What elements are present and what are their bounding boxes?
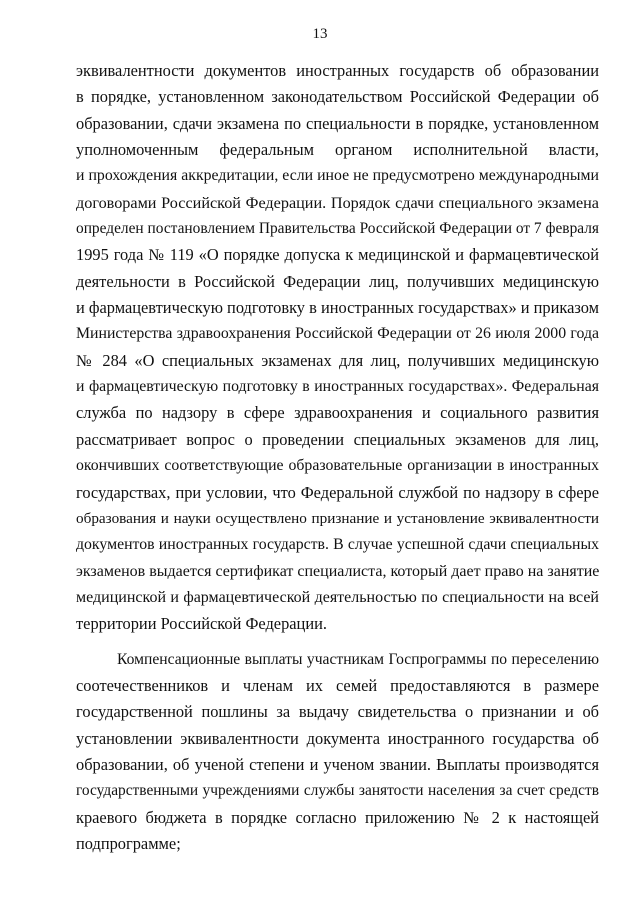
text-line: 1995 года № 119 «О порядке допуска к медицинской и фармацевтической bbox=[76, 245, 599, 265]
text-line: документов иностранных государств. В случае успешной сдачи специальных bbox=[76, 536, 599, 554]
text-line: территории Российской Федерации. bbox=[76, 614, 327, 634]
text-line: Компенсационные выплаты участникам Госпрограммы по переселению bbox=[117, 650, 599, 668]
text-line: определен постановлением Правительства Российской Федерации от 7 февраля bbox=[76, 220, 599, 238]
text-line: образования и науки осуществлено признание и установление эквивалентности bbox=[76, 509, 599, 527]
text-line: и прохождения аккредитации, если иное не предусмотрено международными bbox=[76, 167, 599, 185]
text-line: окончивших соответствующие образовательные организации в иностранных bbox=[76, 457, 599, 475]
text-line: образовании, сдачи экзамена по специальности в порядке, установленном bbox=[76, 113, 599, 133]
text-line: деятельности в Российской Федерации лиц, получивших медицинскую bbox=[76, 271, 599, 291]
paragraph-1 bbox=[76, 58, 599, 638]
text-line: Министерства здравоохранения Российской Федерации от 26 июля 2000 года bbox=[76, 325, 599, 343]
body-text bbox=[76, 58, 599, 857]
text-line: образовании, об ученой степени и ученом звании. Выплаты производятся bbox=[76, 754, 599, 774]
text-line: государственной пошлины за выдачу свидетельства о признании и об bbox=[76, 702, 599, 722]
text-line: подпрограмме; bbox=[76, 833, 181, 853]
page-number: 13 bbox=[312, 26, 328, 42]
text-line: государствах, при условии, что Федеральной службой по надзору в сфере bbox=[76, 482, 599, 502]
text-line: и фармацевтическую подготовку в иностранных государствах» и приказом bbox=[76, 298, 599, 318]
text-line: краевого бюджета в порядке согласно приложению № 2 к настоящей bbox=[76, 807, 599, 827]
text-line: установлении эквивалентности документа иностранного государства об bbox=[76, 728, 599, 748]
text-line: соотечественников и членам их семей предоставляются в размере bbox=[76, 675, 599, 695]
text-line: служба по надзору в сфере здравоохранения и социального развития bbox=[76, 403, 599, 423]
text-line: № 284 «О специальных экзаменах для лиц, получивших медицинскую bbox=[76, 350, 599, 370]
text-line: и фармацевтическую подготовку в иностранных государствах». Федеральная bbox=[76, 378, 599, 396]
text-line: экзаменов выдается сертификат специалиста, который дает право на занятие bbox=[76, 562, 599, 580]
text-line: уполномоченным федеральным органом исполнительной власти, bbox=[76, 140, 599, 160]
text-line: рассматривает вопрос о проведении специальных экзаменов для лиц, bbox=[76, 429, 599, 449]
text-line: медицинской и фармацевтической деятельностью по специальности на всей bbox=[76, 588, 599, 606]
text-line: в порядке, установленном законодательством Российской Федерации об bbox=[76, 87, 599, 107]
text-line: государственными учреждениями службы занятости населения за счет средств bbox=[76, 782, 599, 800]
paragraph-2 bbox=[76, 647, 599, 858]
text-line: договорами Российской Федерации. Порядок сдачи специального экзамена bbox=[76, 193, 599, 212]
paragraph-gap bbox=[76, 638, 599, 647]
text-line: эквивалентности документов иностранных государств об образовании bbox=[76, 61, 599, 80]
